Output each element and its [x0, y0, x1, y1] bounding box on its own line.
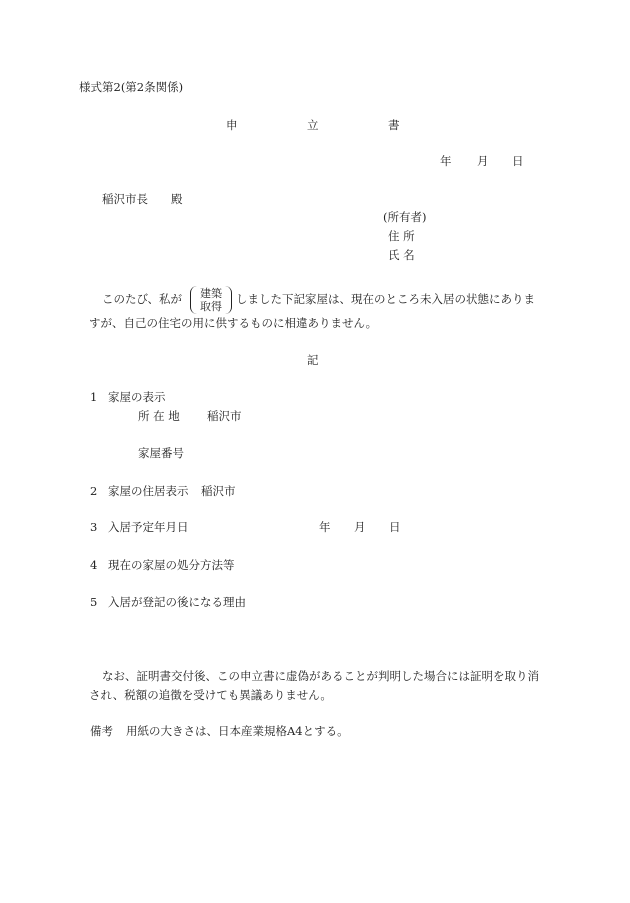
declaration-line2: すが、自己の住宅の用に供するものに相違ありません。: [89, 316, 378, 330]
item-1-label: 家屋の表示: [108, 390, 166, 404]
date-month: 月: [477, 154, 489, 168]
ki-heading: 記: [307, 353, 319, 367]
choice-acquire: 取得: [200, 300, 222, 313]
date-year: 年: [440, 154, 452, 168]
note-line-1: なお、証明書交付後、この申立書に虚偽があることが判明した場合には証明を取り消: [102, 669, 539, 683]
item-4-label: 現在の家屋の処分方法等: [108, 558, 235, 572]
item-1-number: 1: [90, 390, 98, 404]
item-4-number: 4: [90, 558, 98, 572]
applicant-address-label: 住 所: [388, 229, 415, 243]
item-2-number: 2: [90, 484, 98, 498]
location-label: 所 在 地: [138, 409, 180, 423]
item-2-label: 家屋の住居表示: [108, 484, 189, 498]
location-value: 稲沢市: [207, 409, 242, 423]
title-char-1: 申: [226, 118, 238, 132]
form-number-label: 様式第2(第2条関係): [79, 80, 184, 94]
item-3-label: 入居予定年月日: [108, 520, 189, 534]
title-char-3: 書: [388, 118, 400, 132]
item-3-year: 年: [319, 520, 331, 534]
declaration-rest: しました下記家屋は、現在のところ未入居の状態にありま: [236, 292, 535, 306]
remark-text: 用紙の大きさは、日本産業規格A4とする。: [126, 724, 349, 738]
addressee: 稲沢市長 殿: [102, 192, 183, 206]
item-3-number: 3: [90, 520, 98, 534]
note-line-2: され、税額の追徴を受けても異議ありません。: [89, 688, 332, 702]
house-number-label: 家屋番号: [138, 446, 184, 460]
choice-build: 建築: [200, 287, 222, 300]
item-5-label: 入居が登記の後になる理由: [108, 595, 246, 609]
date-day: 日: [512, 154, 524, 168]
item-3-day: 日: [389, 520, 401, 534]
title-char-2: 立: [307, 118, 319, 132]
item-2-value: 稲沢市: [201, 484, 236, 498]
document-title: [0, 120, 630, 134]
declaration-lead: このたび、私が: [102, 292, 183, 306]
item-5-number: 5: [90, 595, 98, 609]
applicant-role: (所有者): [383, 210, 427, 224]
applicant-name-label: 氏 名: [388, 248, 415, 262]
choice-bracket: [190, 286, 232, 314]
item-3-month: 月: [354, 520, 366, 534]
remark-label: 備考: [90, 724, 113, 738]
